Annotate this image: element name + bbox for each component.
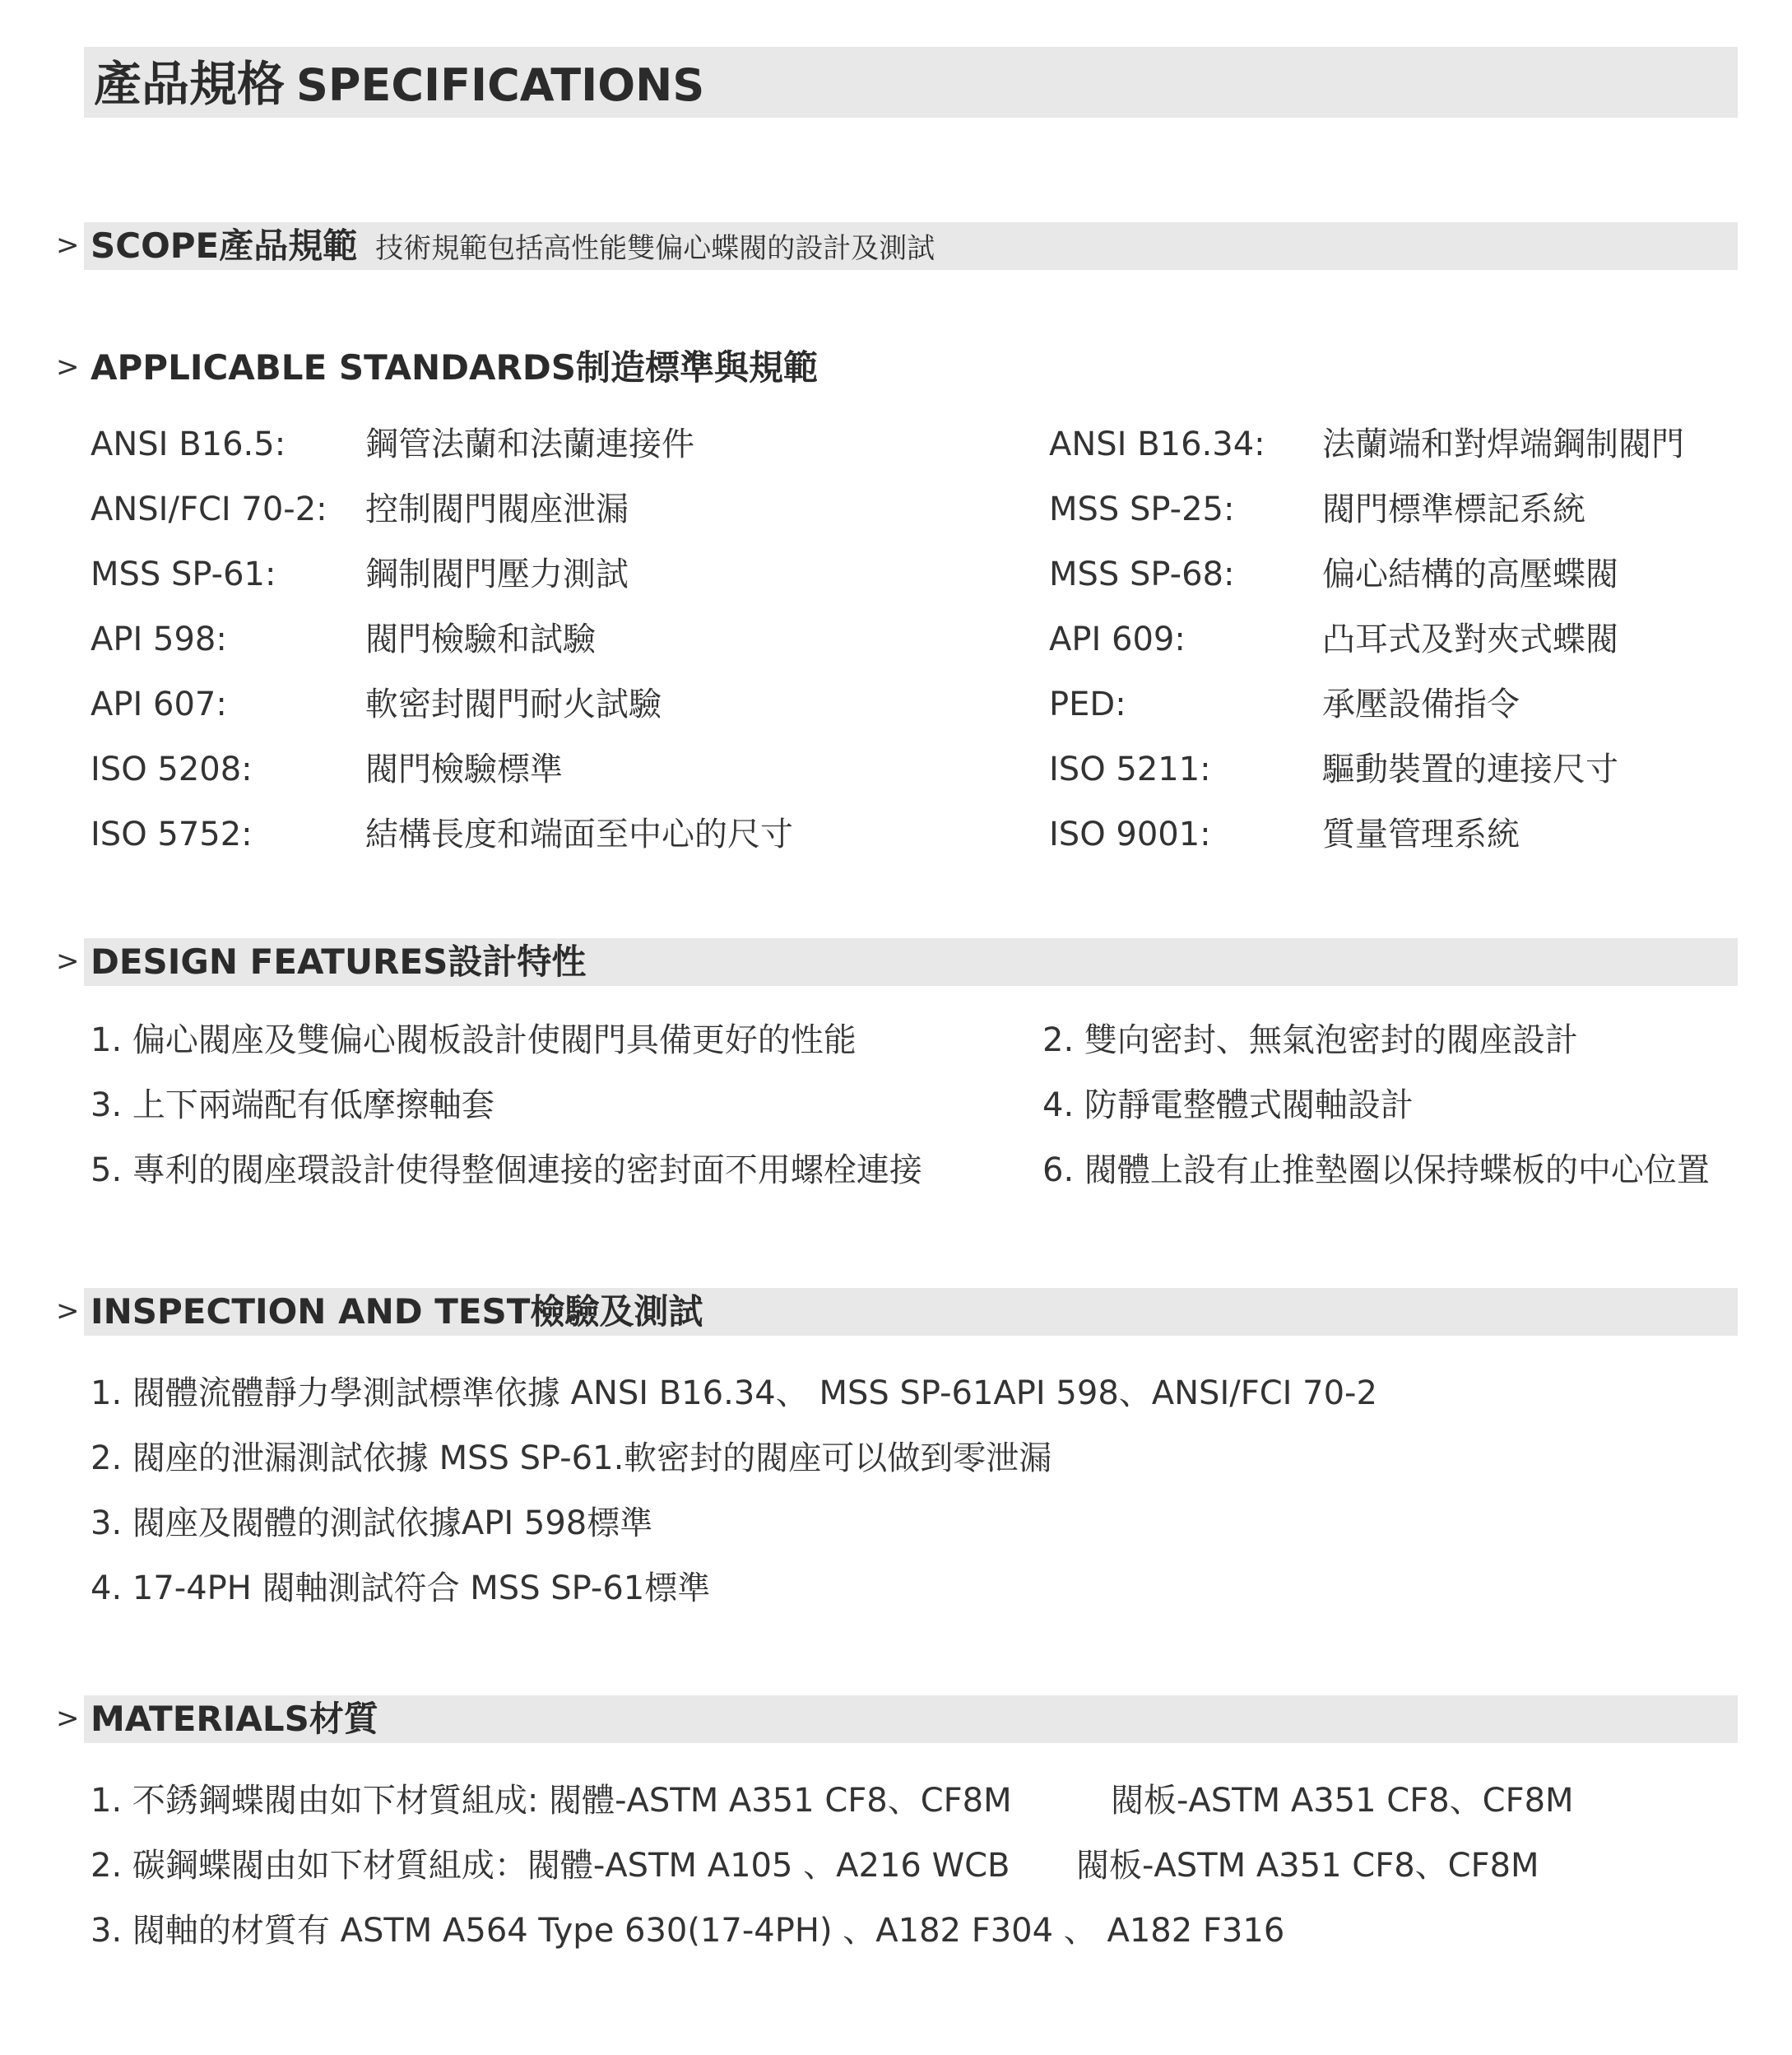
materials-title: MATERIALS材質 <box>91 1699 378 1739</box>
standard-desc: 法蘭端和對焊端鋼制閥門 <box>1322 425 1684 463</box>
design-feature-item: 5. 專利的閥座環設計使得整個連接的密封面不用螺栓連接 <box>91 1151 922 1189</box>
inspection-title: INSPECTION AND TEST檢驗及測試 <box>91 1291 703 1332</box>
standard-desc: 鋼管法蘭和法蘭連接件 <box>365 425 694 463</box>
standards-title: APPLICABLE STANDARDS制造標準與規範 <box>91 347 818 388</box>
design-feature-item: 2. 雙向密封、無氣泡密封的閥座設計 <box>1042 1021 1578 1059</box>
design-feature-item: 3. 上下兩端配有低摩擦軸套 <box>91 1086 494 1124</box>
material-main: 1. 不銹鋼蝶閥由如下材質組成: 閥體-ASTM A351 CF8、CF8M <box>91 1782 1012 1820</box>
standard-code: ANSI/FCI 70-2: <box>91 491 327 528</box>
standard-desc: 承壓設備指令 <box>1322 686 1520 723</box>
section-scope <box>56 222 1738 270</box>
design-title: DESIGN FEATURES設計特性 <box>91 941 587 982</box>
page-title-en: SPECIFICATIONS <box>296 59 705 111</box>
inspection-item: 2. 閥座的泄漏測試依據 MSS SP-61.軟密封的閥座可以做到零泄漏 <box>91 1439 1052 1477</box>
standard-desc: 軟密封閥門耐火試驗 <box>365 686 662 723</box>
standard-desc: 鋼制閥門壓力測試 <box>365 556 629 593</box>
standard-desc: 凸耳式及對夾式蝶閥 <box>1322 621 1618 658</box>
standard-code: MSS SP-61: <box>91 556 276 593</box>
standard-code: MSS SP-68: <box>1049 556 1235 593</box>
material-main: 2. 碳鋼蝶閥由如下材質組成：閥體-ASTM A105 、A216 WCB <box>91 1847 1010 1885</box>
material-item <box>91 1911 1284 1950</box>
chevron-right-icon: > <box>56 1295 80 1327</box>
material-item-extra: 閥板-ASTM A351 CF8、CF8M <box>1111 1782 1574 1820</box>
standard-code: ANSI B16.34: <box>1049 425 1265 463</box>
scope-description: 技術規範包括高性能雙偏心蝶閥的設計及測試 <box>375 232 935 265</box>
standard-code: MSS SP-25: <box>1049 491 1235 528</box>
chevron-right-icon: > <box>56 351 80 384</box>
section-inspection <box>56 1288 1738 1336</box>
scope-title: SCOPE產品規範 技術規範包括高性能雙偏心蝶閥的設計及測試 <box>91 225 935 266</box>
standard-code: ISO 9001: <box>1049 816 1211 853</box>
section-materials <box>56 1695 1738 1743</box>
standard-code: API 609: <box>1049 621 1186 658</box>
standard-desc: 結構長度和端面至中心的尺寸 <box>365 816 793 853</box>
standard-code: ANSI B16.5: <box>91 425 286 463</box>
standard-desc: 偏心結構的高壓蝶閥 <box>1322 556 1618 593</box>
inspection-item: 1. 閥體流體靜力學測試標準依據 ANSI B16.34、 MSS SP-61API 598、ANSI/FCI 70-2 <box>91 1374 1377 1412</box>
chevron-right-icon: > <box>56 945 80 978</box>
material-item <box>91 1781 1012 1820</box>
page-header <box>84 47 1738 118</box>
standard-desc: 閥門檢驗和試驗 <box>365 621 596 658</box>
design-feature-item: 4. 防靜電整體式閥軸設計 <box>1042 1086 1414 1124</box>
standard-code: ISO 5208: <box>91 751 253 788</box>
design-feature-item: 1. 偏心閥座及雙偏心閥板設計使閥門具備更好的性能 <box>91 1021 857 1059</box>
material-item-extra: 閥板-ASTM A351 CF8、CF8M <box>1076 1847 1539 1885</box>
section-design-features <box>56 938 1738 986</box>
standard-desc: 閥門檢驗標準 <box>365 751 563 788</box>
section-standards <box>56 344 1738 392</box>
design-feature-item: 6. 閥體上設有止推墊圈以保持蝶板的中心位置 <box>1042 1151 1710 1189</box>
standard-code: API 598: <box>91 621 227 658</box>
chevron-right-icon: > <box>56 229 80 262</box>
page-title <box>94 55 704 114</box>
standard-desc: 驅動裝置的連接尺寸 <box>1322 751 1618 788</box>
standard-desc: 閥門標準標記系統 <box>1322 491 1585 528</box>
standard-code: ISO 5211: <box>1049 751 1211 788</box>
inspection-item: 4. 17-4PH 閥軸測試符合 MSS SP-61標準 <box>91 1569 711 1607</box>
standard-desc: 質量管理系統 <box>1322 816 1520 853</box>
material-item <box>91 1846 1010 1885</box>
standard-desc: 控制閥門閥座泄漏 <box>365 491 629 528</box>
material-main: 3. 閥軸的材質有 ASTM A564 Type 630(17-4PH) 、A182 F304 、 A182 F316 <box>91 1912 1285 1950</box>
standard-code: API 607: <box>91 686 227 723</box>
page-title-cn: 產品規格 <box>94 56 286 112</box>
standard-code: ISO 5752: <box>91 816 253 853</box>
standard-code: PED: <box>1049 686 1126 723</box>
inspection-item: 3. 閥座及閥體的測試依據API 598標準 <box>91 1504 653 1542</box>
chevron-right-icon: > <box>56 1702 80 1735</box>
